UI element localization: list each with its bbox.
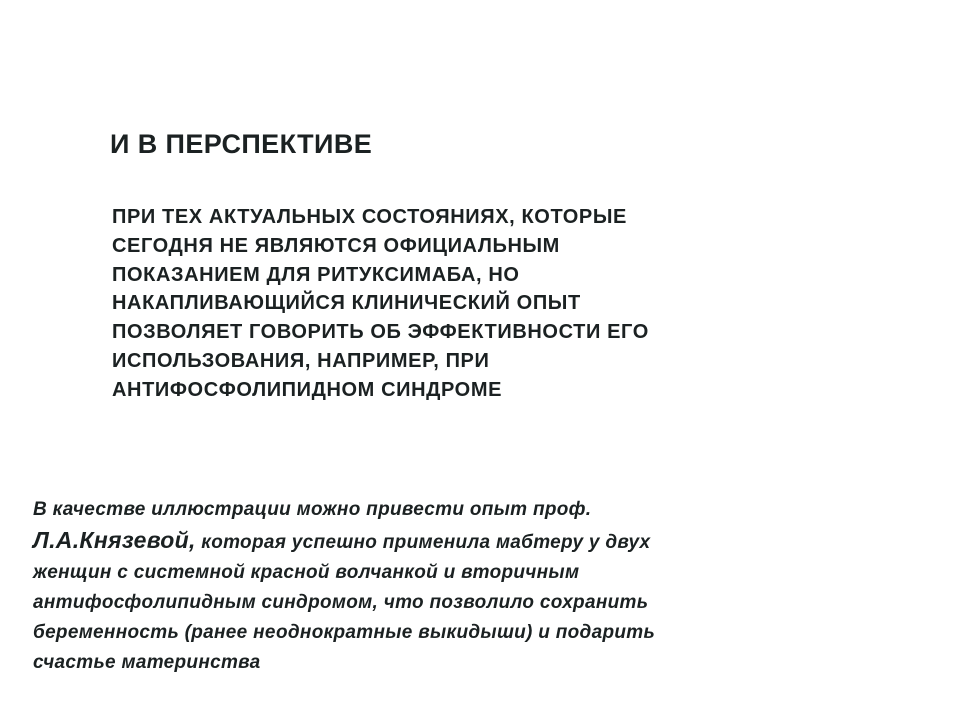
footnote-line <box>33 525 913 558</box>
footnote-line-rest: которая успешно применила мабтеру у двух <box>195 532 651 553</box>
author-name: Л.А.Князевой, <box>33 527 196 553</box>
body-line: АНТИФОСФОЛИПИДНОМ СИНДРОМЕ <box>112 378 503 401</box>
body-text <box>112 203 832 405</box>
footnote <box>33 495 913 678</box>
slide-heading: И В ПЕРСПЕКТИВЕ <box>110 129 373 159</box>
footnote-line: антифосфолипидным синдромом, что позволило сохранить <box>33 592 649 613</box>
body-line: НАКАПЛИВАЮЩИЙСЯ КЛИНИЧЕСКИЙ ОПЫТ <box>112 292 581 315</box>
body-line: ИСПОЛЬЗОВАНИЯ, НАПРИМЕР, ПРИ <box>112 349 490 372</box>
footnote-line: женщин с системной красной волчанкой и вторичным <box>33 562 580 583</box>
body-line: ПОЗВОЛЯЕТ ГОВОРИТЬ ОБ ЭФФЕКТИВНОСТИ ЕГО <box>112 321 649 344</box>
footnote-line: беременность (ранее неоднократные выкидыши) и подарить <box>33 622 656 643</box>
footnote-line: счастье материнства <box>33 652 261 673</box>
footnote-line: В качестве иллюстрации можно привести опыт проф. <box>33 499 592 520</box>
body-line: СЕГОДНЯ НЕ ЯВЛЯЮТСЯ ОФИЦИАЛЬНЫМ <box>112 234 560 257</box>
body-line: ПОКАЗАНИЕМ ДЛЯ РИТУКСИМАБА, НО <box>112 263 520 286</box>
body-line: ПРИ ТЕХ АКТУАЛЬНЫХ СОСТОЯНИЯХ, КОТОРЫЕ <box>112 206 627 228</box>
